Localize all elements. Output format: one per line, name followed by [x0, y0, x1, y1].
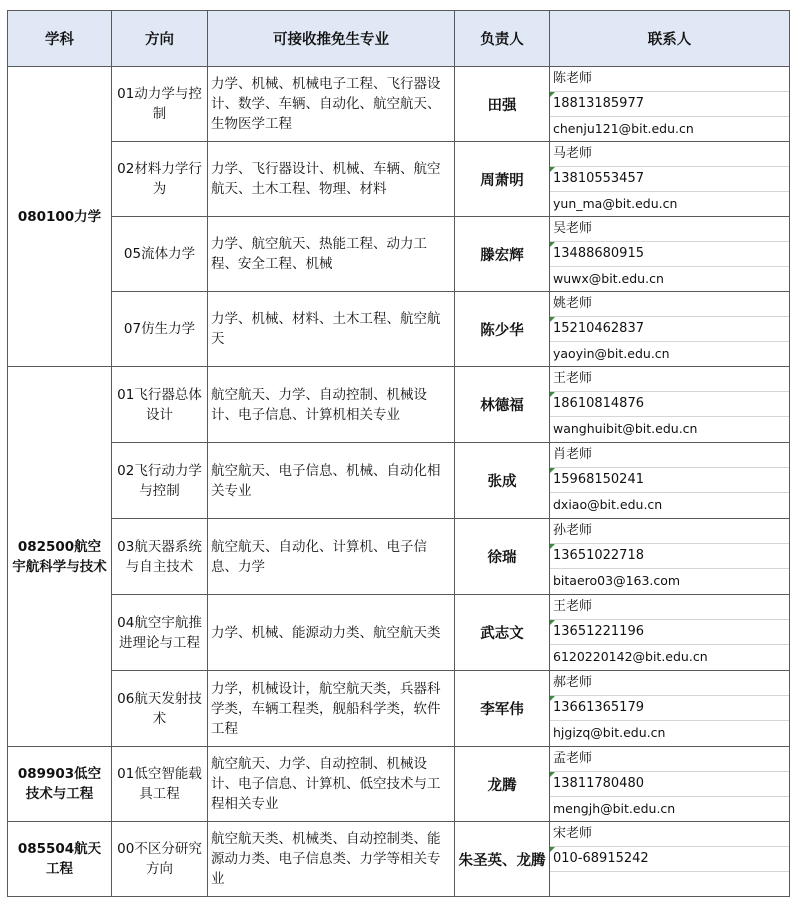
- contact-email: yun_ma@bit.edu.cn: [550, 191, 789, 216]
- majors-cell: 航空航天、力学、自动控制、机械设计、电子信息、计算机相关专业: [208, 367, 455, 443]
- contact-name: 吴老师: [553, 221, 593, 236]
- contact-email: dxiao@bit.edu.cn: [550, 492, 789, 517]
- contact-phone: 13651221196: [550, 619, 789, 644]
- direction-cell: 01低空智能载具工程: [112, 747, 208, 822]
- contact-cell: [550, 67, 790, 142]
- contact-name: 宋老师: [553, 826, 593, 841]
- contact-cell: [550, 595, 790, 671]
- contact-name: 孙老师: [553, 523, 593, 538]
- contact-name: 姚老师: [553, 296, 593, 311]
- contact-phone: 13810553457: [550, 166, 789, 191]
- leader-cell: 徐瑞: [455, 519, 550, 595]
- admissions-table: [7, 10, 790, 897]
- leader-cell: 龙腾: [455, 747, 550, 822]
- leader-cell: 武志文: [455, 595, 550, 671]
- contact-email: chenju121@bit.edu.cn: [550, 116, 789, 141]
- contact-email: yaoyin@bit.edu.cn: [550, 341, 789, 366]
- contact-name: 肖老师: [553, 447, 593, 462]
- direction-cell: 04航空宇航推进理论与工程: [112, 595, 208, 671]
- direction-cell: 01飞行器总体设计: [112, 367, 208, 443]
- contact-cell: [550, 367, 790, 443]
- table-row: [8, 217, 790, 292]
- leader-cell: 田强: [455, 67, 550, 142]
- contact-email: hjgizq@bit.edu.cn: [550, 720, 789, 745]
- contact-name: 郝老师: [553, 675, 593, 690]
- contact-phone: 13811780480: [550, 771, 789, 796]
- majors-cell: 航空航天、力学、自动控制、机械设计、电子信息、计算机、低空技术与工程相关专业: [208, 747, 455, 822]
- contact-name: 陈老师: [553, 71, 593, 86]
- header-majors: 可接收推免生专业: [208, 11, 455, 67]
- subject-cell: 080100力学: [8, 67, 112, 367]
- leader-cell: 李军伟: [455, 671, 550, 747]
- direction-cell: 01动力学与控制: [112, 67, 208, 142]
- contact-cell: [550, 519, 790, 595]
- majors-cell: 力学、机械、机械电子工程、飞行器设计、数学、车辆、自动化、航空航天、生物医学工程: [208, 67, 455, 142]
- majors-cell: 力学，机械设计，航空航天类，兵器科学类，车辆工程类，舰船科学类，软件工程: [208, 671, 455, 747]
- contact-phone: 18813185977: [550, 91, 789, 116]
- contact-name: 马老师: [553, 146, 593, 161]
- header-direction: 方向: [112, 11, 208, 67]
- direction-cell: 00不区分研究方向: [112, 822, 208, 897]
- direction-cell: 03航天器系统与自主技术: [112, 519, 208, 595]
- contact-phone: 13488680915: [550, 241, 789, 266]
- leader-cell: 林德福: [455, 367, 550, 443]
- table-row: [8, 519, 790, 595]
- header-leader: 负责人: [455, 11, 550, 67]
- majors-cell: 航空航天、电子信息、机械、自动化相关专业: [208, 443, 455, 519]
- contact-email: wuwx@bit.edu.cn: [550, 266, 789, 291]
- majors-cell: 力学、航空航天、热能工程、动力工程、安全工程、机械: [208, 217, 455, 292]
- header-contact: 联系人: [550, 11, 790, 67]
- table-row: [8, 67, 790, 142]
- contact-cell: [550, 292, 790, 367]
- contact-name: 王老师: [553, 371, 593, 386]
- contact-email: mengjh@bit.edu.cn: [550, 796, 789, 821]
- subject-cell: 085504航天工程: [8, 822, 112, 897]
- contact-phone: 13651022718: [550, 543, 789, 568]
- contact-email: wanghuibit@bit.edu.cn: [550, 416, 789, 441]
- contact-phone: 18610814876: [550, 391, 789, 416]
- direction-cell: 02材料力学行为: [112, 142, 208, 217]
- subject-cell: 082500航空宇航科学与技术: [8, 367, 112, 747]
- contact-phone: 13661365179: [550, 695, 789, 720]
- contact-name: 孟老师: [553, 751, 593, 766]
- table-row: [8, 142, 790, 217]
- majors-cell: 航空航天类、机械类、自动控制类、能源动力类、电子信息类、力学等相关专业: [208, 822, 455, 897]
- table-row: [8, 595, 790, 671]
- contact-phone: 15968150241: [550, 467, 789, 492]
- contact-email: 6120220142@bit.edu.cn: [550, 644, 789, 669]
- leader-cell: 周萧明: [455, 142, 550, 217]
- contact-cell: [550, 142, 790, 217]
- table-row: [8, 822, 790, 897]
- majors-cell: 航空航天、自动化、计算机、电子信息、力学: [208, 519, 455, 595]
- direction-cell: 02飞行动力学与控制: [112, 443, 208, 519]
- header-row: [8, 11, 790, 67]
- majors-cell: 力学、飞行器设计、机械、车辆、航空航天、土木工程、物理、材料: [208, 142, 455, 217]
- table-row: [8, 292, 790, 367]
- contact-name: 王老师: [553, 599, 593, 614]
- leader-cell: 朱圣英、龙腾: [455, 822, 550, 897]
- leader-cell: 滕宏辉: [455, 217, 550, 292]
- table-row: [8, 443, 790, 519]
- contact-email: bitaero03@163.com: [550, 568, 789, 593]
- table-row: [8, 671, 790, 747]
- leader-cell: 张成: [455, 443, 550, 519]
- contact-cell: [550, 443, 790, 519]
- contact-cell: [550, 747, 790, 822]
- direction-cell: 05流体力学: [112, 217, 208, 292]
- contact-phone: 010-68915242: [550, 846, 789, 871]
- table-row: [8, 747, 790, 822]
- contact-cell: [550, 217, 790, 292]
- leader-cell: 陈少华: [455, 292, 550, 367]
- direction-cell: 07仿生力学: [112, 292, 208, 367]
- subject-cell: 089903低空技术与工程: [8, 747, 112, 822]
- majors-cell: 力学、机械、能源动力类、航空航天类: [208, 595, 455, 671]
- direction-cell: 06航天发射技术: [112, 671, 208, 747]
- contact-cell: [550, 822, 790, 897]
- contact-phone: 15210462837: [550, 316, 789, 341]
- header-subject: 学科: [8, 11, 112, 67]
- majors-cell: 力学、机械、材料、土木工程、航空航天: [208, 292, 455, 367]
- contact-cell: [550, 671, 790, 747]
- contact-empty: [550, 871, 789, 896]
- table-row: [8, 367, 790, 443]
